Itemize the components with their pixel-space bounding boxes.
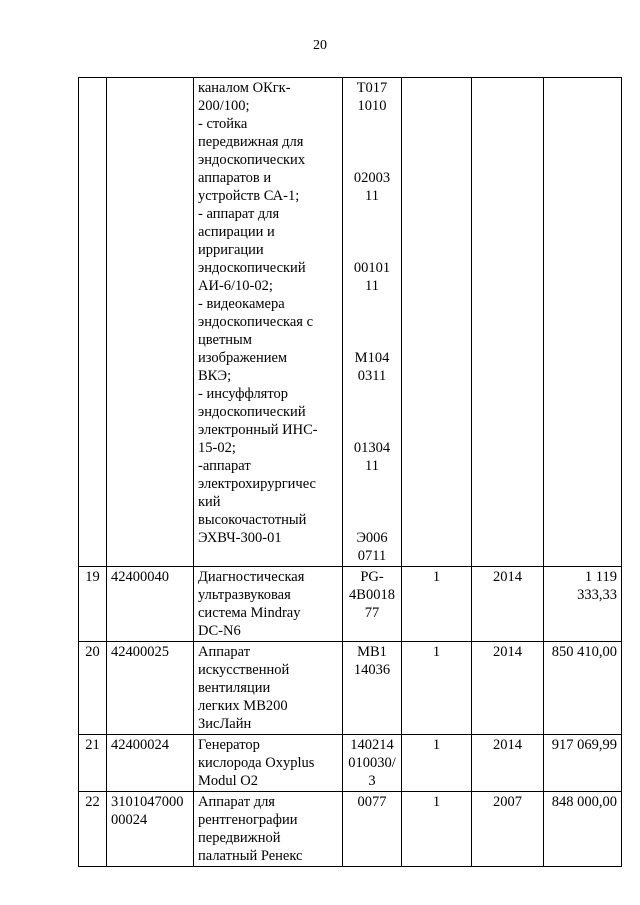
item-name-line: ирригации <box>198 242 264 258</box>
item-name-line: Modul O2 <box>198 773 259 789</box>
serial-number-line: 4B0018 <box>349 587 395 603</box>
item-name-line: -аппарат <box>198 458 251 474</box>
row-number-line: 21 <box>85 737 100 753</box>
quantity <box>402 735 472 792</box>
inventory-table <box>78 77 622 867</box>
cost-line: 917 069,99 <box>551 737 617 753</box>
cost <box>544 642 622 735</box>
item-name-line: передвижной <box>198 830 281 846</box>
cost <box>544 735 622 792</box>
item-name-line: передвижная для <box>198 134 304 150</box>
row-number-line: 20 <box>85 644 100 660</box>
row-number <box>79 735 107 792</box>
table-row <box>79 642 622 735</box>
item-name-line: - стойка <box>198 116 248 132</box>
year <box>472 78 544 567</box>
serial-number-line <box>347 205 397 223</box>
serial-number-line: 00101 <box>353 260 391 276</box>
quantity-line: 1 <box>432 794 441 810</box>
item-name-line: ультразвуковая <box>198 587 291 603</box>
cost-line: 850 410,00 <box>551 644 617 660</box>
year <box>472 792 544 867</box>
item-name-line: устройств СА-1; <box>198 188 300 204</box>
serial-number-line: 14036 <box>353 662 391 678</box>
quantity <box>402 792 472 867</box>
page-number: 20 <box>313 38 327 53</box>
year-line: 2014 <box>493 737 522 753</box>
serial-number-line <box>347 493 397 511</box>
item-name-line: цветным <box>198 332 252 348</box>
serial-number-line: 11 <box>365 188 379 204</box>
serial-number-line: Э006 <box>356 530 388 546</box>
serial-number <box>343 567 402 642</box>
item-name-line: рентгенографии <box>198 812 298 828</box>
serial-number-line: 11 <box>365 278 379 294</box>
item-name-line: АИ-6/10-02; <box>198 278 273 294</box>
item-name-line: эндоскопическая с <box>198 314 314 330</box>
serial-number-line: 140214 <box>350 737 394 753</box>
serial-number-line: 0311 <box>357 368 387 384</box>
year-line: 2014 <box>493 569 522 585</box>
row-number-line: 22 <box>85 794 100 810</box>
quantity-line: 1 <box>432 569 441 585</box>
item-name <box>194 567 343 642</box>
item-name-line: Генератор <box>198 737 260 753</box>
serial-number-line <box>347 295 397 313</box>
serial-number-line: Т017 <box>356 80 388 96</box>
quantity-line: 1 <box>432 737 441 753</box>
row-number <box>79 792 107 867</box>
cost <box>544 792 622 867</box>
cost <box>544 78 622 567</box>
serial-number-line <box>347 511 397 529</box>
serial-number-line <box>347 223 397 241</box>
year-line: 2014 <box>493 644 522 660</box>
serial-number-line <box>347 115 397 133</box>
serial-number-line <box>347 421 397 439</box>
item-name-line: легких МВ200 <box>198 698 288 714</box>
item-name-line: Аппарат <box>198 644 251 660</box>
item-name-line: аппаратов и <box>198 170 272 186</box>
serial-number <box>343 792 402 867</box>
item-name-line: кислорода Oxyplus <box>198 755 315 771</box>
cost-line: 1 119 <box>584 569 617 585</box>
cost-line: 333,33 <box>577 587 617 603</box>
item-name-line: - инсуффлятор <box>198 386 289 402</box>
inventory-code <box>107 792 194 867</box>
item-name-line: каналом ОКгк- <box>198 80 291 96</box>
year-line: 2007 <box>493 794 522 810</box>
serial-number <box>343 735 402 792</box>
inventory-code <box>107 642 194 735</box>
item-name-line: 15-02; <box>198 440 236 456</box>
item-name-line: система Mindray <box>198 605 301 621</box>
item-name-line: DC-N6 <box>198 623 241 639</box>
row-number <box>79 642 107 735</box>
item-name-line: вентиляции <box>198 680 271 696</box>
quantity <box>402 567 472 642</box>
item-name-line: аспирации и <box>198 224 275 240</box>
inventory-code <box>107 78 194 567</box>
inventory-code-line: 42400024 <box>111 737 169 753</box>
serial-number-line <box>347 403 397 421</box>
item-name <box>194 792 343 867</box>
item-name-line: искусственной <box>198 662 290 678</box>
item-name-line: Диагностическая <box>198 569 305 585</box>
serial-number-line: 01304 <box>353 440 391 456</box>
quantity-line: 1 <box>432 644 441 660</box>
table-row <box>79 567 622 642</box>
table-row <box>79 792 622 867</box>
serial-number-line <box>347 331 397 349</box>
quantity <box>402 642 472 735</box>
inventory-code <box>107 735 194 792</box>
inventory-code-line: 00024 <box>111 812 148 828</box>
item-name-line: - аппарат для <box>198 206 280 222</box>
row-number <box>79 78 107 567</box>
serial-number-line: МВ1 <box>357 644 387 660</box>
year <box>472 642 544 735</box>
serial-number-line <box>347 151 397 169</box>
inventory-code-line: 42400025 <box>111 644 169 660</box>
year <box>472 567 544 642</box>
year <box>472 735 544 792</box>
serial-number-line <box>347 475 397 493</box>
serial-number-line <box>347 385 397 403</box>
item-name-line: эндоскопический <box>198 404 306 420</box>
serial-number-line: 3 <box>368 773 376 789</box>
item-name <box>194 642 343 735</box>
serial-number-line: 0077 <box>357 794 387 810</box>
item-name-line: палатный Ренекс <box>198 848 303 864</box>
serial-number-line <box>347 241 397 259</box>
serial-number-line: PG- <box>360 569 384 585</box>
item-name-line: ЗисЛайн <box>198 716 252 732</box>
cost <box>544 567 622 642</box>
serial-number-line: 77 <box>364 605 380 621</box>
inventory-code-line: 42400040 <box>111 569 169 585</box>
serial-number-line: 010030/ <box>348 755 396 771</box>
inventory-code <box>107 567 194 642</box>
serial-number <box>343 642 402 735</box>
serial-number-line: 11 <box>365 458 379 474</box>
serial-number <box>343 78 402 567</box>
row-number <box>79 567 107 642</box>
item-name-line: ЭХВЧ-300-01 <box>198 530 282 546</box>
serial-number-line: М104 <box>354 350 390 366</box>
table-row <box>79 78 622 567</box>
item-name-line: электронный ИНС- <box>198 422 318 438</box>
item-name-line: эндоскопических <box>198 152 306 168</box>
item-name-line: - видеокамера <box>198 296 285 312</box>
cost-line: 848 000,00 <box>551 794 617 810</box>
serial-number-line: 0711 <box>357 548 387 564</box>
serial-number-line: 02003 <box>353 170 391 186</box>
item-name-line: эндоскопический <box>198 260 306 276</box>
row-number-line: 19 <box>85 569 100 585</box>
item-name <box>194 735 343 792</box>
item-name-line: ВКЭ; <box>198 368 232 384</box>
item-name-line: кий <box>198 494 221 510</box>
item-name-line: Аппарат для <box>198 794 275 810</box>
item-name-line: 200/100; <box>198 98 250 114</box>
quantity <box>402 78 472 567</box>
table-row <box>79 735 622 792</box>
item-name-line: изображением <box>198 350 288 366</box>
serial-number-line <box>347 313 397 331</box>
item-name-line: электрохирургичес <box>198 476 316 492</box>
item-name-line: высокочастотный <box>198 512 307 528</box>
inventory-code-line: 3101047000 <box>111 794 184 810</box>
item-name <box>194 78 343 567</box>
serial-number-line <box>347 133 397 151</box>
serial-number-line: 1010 <box>357 98 387 114</box>
